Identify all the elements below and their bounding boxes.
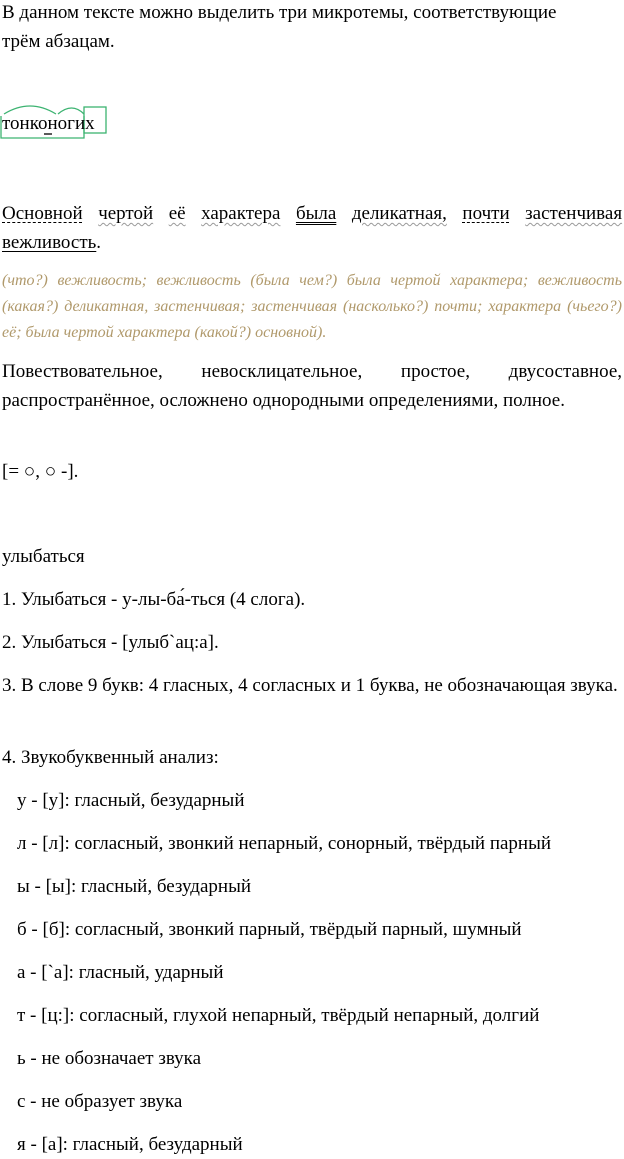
- word-delikatnaya: деликатная,: [351, 203, 447, 224]
- letter-row: с - не образует звука: [17, 1091, 183, 1112]
- word-byla: была: [295, 203, 337, 224]
- letter-row: л - [л]: согласный, звонкий непарный, сонорный, твёрдый парный: [17, 833, 552, 854]
- letter-row: ы - [ы]: гласный, безударный: [17, 876, 252, 897]
- letter-row: ь - не обозначает звука: [17, 1048, 202, 1069]
- phonetic-item-3: 3. В слове 9 букв: 4 гласных, 4 согласных и 1 буква, не обозначающая звука.: [2, 675, 618, 696]
- intro-line-2: трём абзацам.: [2, 31, 115, 52]
- word-ee: её: [168, 203, 186, 224]
- morpheme-connector: о: [38, 113, 48, 134]
- letter-row: а - [`а]: гласный, ударный: [17, 962, 224, 983]
- questions-note: (что?) вежливость; вежливость (была чем?) была чертой характера; вежливость (какая?) деликатная, застенчивая; застенчивая (насколько?) почти; характера (чьего?) её; была чертой характера (какой?) основной).: [2, 272, 622, 341]
- morpheme-ending: их: [74, 113, 95, 134]
- phonetic-word: улыбаться: [2, 546, 85, 567]
- letter-row: у - [у]: гласный, безударный: [17, 790, 245, 811]
- intro-line-1: В данном тексте можно выделить три микротемы, соответствующие: [2, 2, 557, 23]
- morpheme-root-1: тонк: [2, 113, 38, 134]
- word-pochti: почти: [462, 203, 510, 224]
- word-chertoy: чертой: [98, 203, 154, 224]
- word-zastenchivaya: застенчивая: [525, 203, 623, 224]
- parsed-sentence: [2, 199, 622, 257]
- word-vezhlivost: вежливость: [2, 232, 97, 253]
- word-haraktera: характера: [201, 203, 281, 224]
- phonetic-item-1: 1. Улыбаться - у-лы-ба́-ться (4 слога).: [2, 589, 306, 610]
- letter-row: я - [а]: гласный, безударный: [17, 1134, 243, 1155]
- sentence-characteristic: Повествовательное, невосклицательное, простое, двусоставное, распространённое, осложнено однородными определениями, полное.: [2, 361, 622, 411]
- morpheme-root-2: ног: [47, 113, 75, 134]
- morpheme-word: [2, 113, 95, 135]
- letter-row: т - [ц:]: согласный, глухой непарный, твёрдый непарный, долгий: [17, 1005, 540, 1026]
- phonetic-item-4: 4. Звукобуквенный анализ:: [2, 747, 219, 768]
- word-osnovnoy: Основной: [2, 203, 83, 224]
- sentence-dot: .: [96, 232, 102, 253]
- phonetic-item-2: 2. Улыбаться - [улыб`ац:а].: [2, 632, 219, 653]
- letter-row: б - [б]: согласный, звонкий парный, твёрдый парный, шумный: [17, 919, 522, 940]
- sentence-scheme: [= ○, ○ -].: [2, 461, 79, 482]
